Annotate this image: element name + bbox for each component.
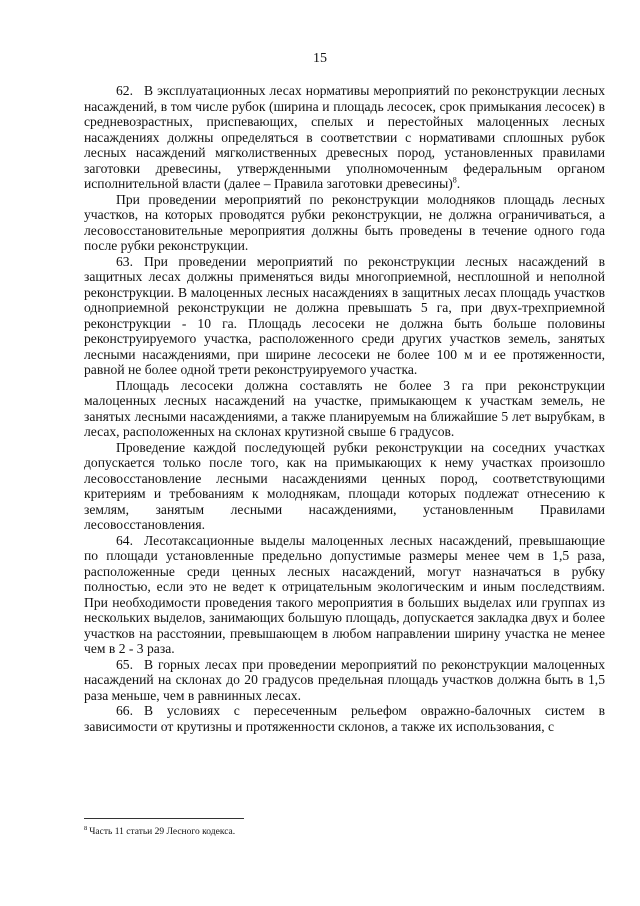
paragraph-66 <box>84 703 605 734</box>
paragraph-text: При проведении мероприятий по реконструкции молодняков площадь лесных участков, на которых проводятся рубки реконструкции, не должна ограничиваться, а лесовосстановительные мероприятия должны быть проведены в течение одного года после рубки реконструкции. <box>84 191 605 253</box>
paragraph-number: 64. <box>116 532 133 548</box>
footnote-divider <box>84 818 244 819</box>
paragraph-text: Площадь лесосеки должна составлять не более 3 га при реконструкции малоценных лесных насаждений на участке, примыкающем к участкам земель, не занятых лесными насаждениями, а также планируемым на ближайшие 5 лет вырубкам, в лесах, расположенных на склонах крутизной свыше 6 градусов. <box>84 377 605 439</box>
paragraph-64 <box>84 533 605 657</box>
paragraph-62 <box>84 83 605 192</box>
paragraph-number: 63. <box>116 253 133 269</box>
footnote-reference: 8 <box>452 175 457 185</box>
footnote-text: Часть 11 статьи 29 Лесного кодекса. <box>89 827 236 837</box>
page-number: 15 <box>313 51 327 66</box>
paragraph-text: Проведение каждой последующей рубки реконструкции на соседних участках допускается только после того, как на примыкающих к нему участках произошло лесовосстановление лесными насаждениями ценных пород, соответствующими критериям и требованиям к молоднякам, площади которых подлежат отнесению к землям, занятым лесными насаждениями, установленным Правилами лесовосстановления. <box>84 439 605 532</box>
paragraph-63-continued-2 <box>84 440 605 533</box>
paragraph-number: 62. <box>116 83 133 98</box>
paragraph-text: В условиях с пересеченным рельефом овражно-балочных систем в зависимости от крутизны и протяженности склонов, а также их использования, с <box>84 703 605 734</box>
footnote-mark: 8 <box>84 824 88 832</box>
paragraph-number: 66. <box>116 703 133 718</box>
footnote <box>84 826 605 838</box>
paragraph-text: В эксплуатационных лесах нормативы мероприятий по реконструкции лесных насаждений, в том числе рубок (ширина и площадь лесосек, срок примыкания лесосек) в средневозрастных, приспевающих, спелых и перестойных малоценных лесных насаждениях должны определяться в соответствии с нормативами сплошных рубок лесных насаждений мягколиственных древесных пород, установленных правилами заготовки древесины, утвержденными уполномоченным федеральным органом исполнительной власти (далее – Правила заготовки древесины) <box>84 83 605 191</box>
paragraph-65 <box>84 657 605 704</box>
paragraph-end: . <box>456 176 461 191</box>
paragraph-text: Лесотаксационные выделы малоценных лесных насаждений, превышающие по площади установленные предельно допустимые размеры менее чем в 1,5 раза, расположенные среди ценных лесных насаждений, могут назначаться в рубку полностью, если это не ведет к отрицательным экологическим и иным последствиям. При необходимости проведения такого мероприятия в больших выделах или группах из нескольких выделов, занимающих большую площадь, допускается закладка двух и более участков на расстоянии, превышающем в любом направлении ширину участка не менее чем в 2 - 3 раза. <box>84 532 605 656</box>
document-body <box>84 83 605 734</box>
paragraph-number: 65. <box>116 656 133 672</box>
paragraph-text: В горных лесах при проведении мероприятий по реконструкции малоценных насаждений на склонах до 20 градусов предельная площадь участков должна быть в 1,5 раза меньше, чем в равнинных лесах. <box>84 656 605 703</box>
paragraph-62-continued <box>84 192 605 254</box>
paragraph-63-continued-1 <box>84 378 605 440</box>
paragraph-text: При проведении мероприятий по реконструкции лесных насаждений в защитных лесах должны применяться виды многоприемной, несплошной и неполной реконструкции. В малоценных лесных насаждениях в защитных лесах площадь участков одноприемной реконструкции не должна превышать 5 га, при двух-трехприемной реконструкции - 10 га. Площадь лесосеки не должна быть больше половины реконструируемого участка, расположенного среди других участков земель, занятых лесными насаждениями, при ширине лесосеки не более 100 м и ее протяженности, равной не более одной трети реконструируемого участка. <box>84 253 605 377</box>
paragraph-63 <box>84 254 605 378</box>
